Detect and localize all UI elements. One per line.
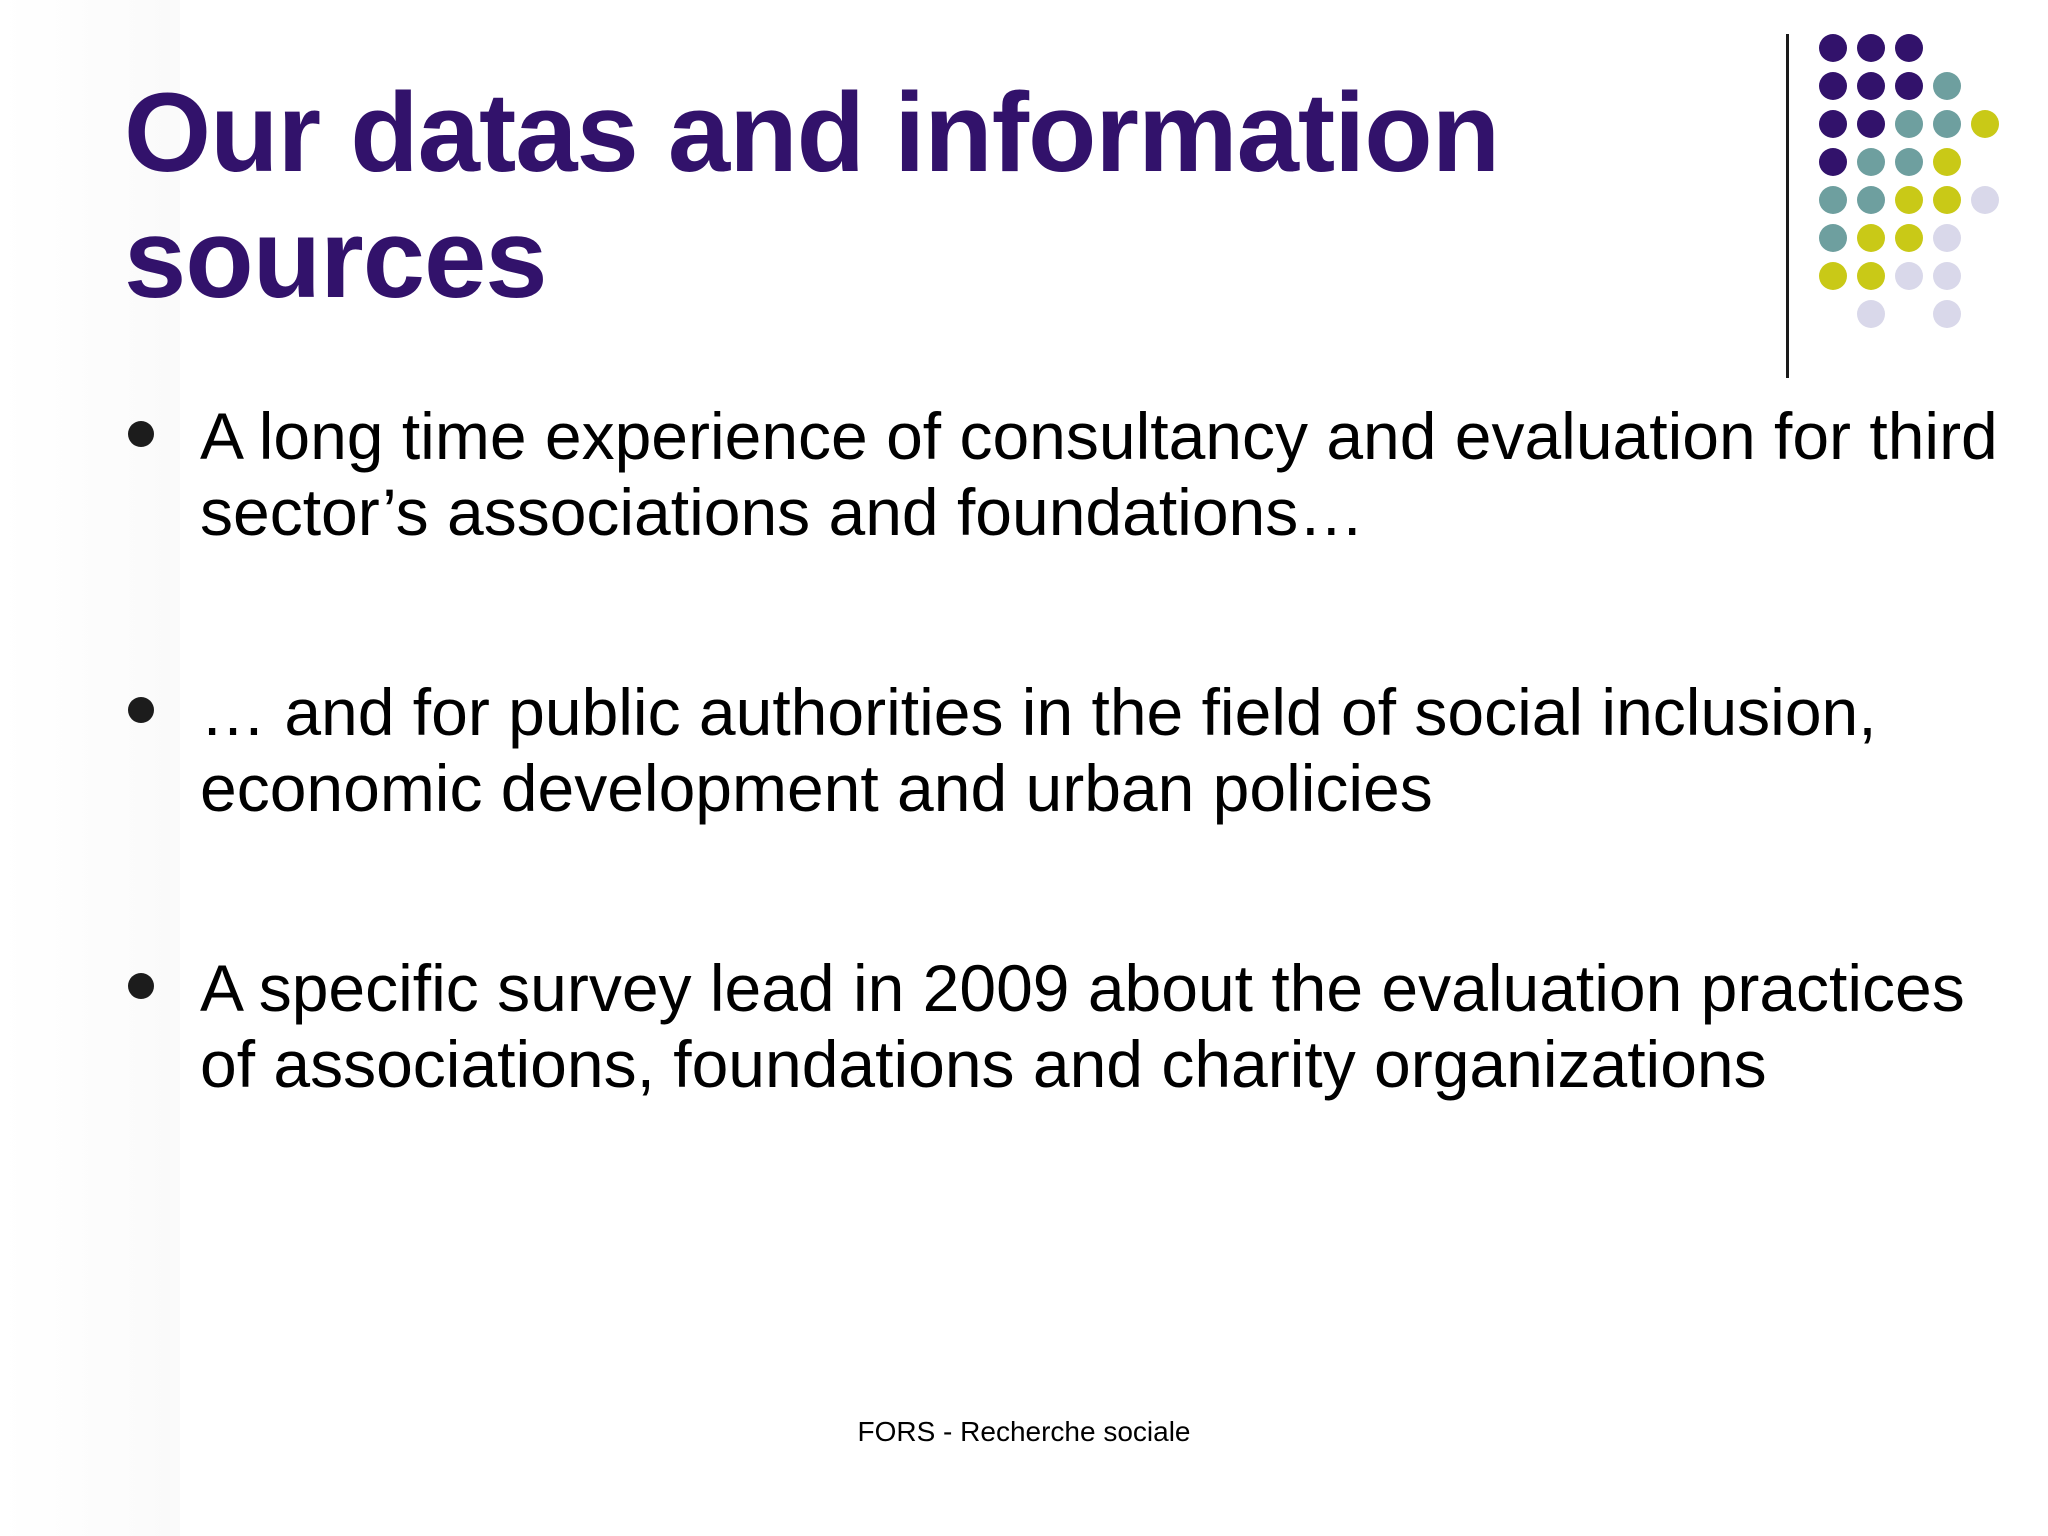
bullet-icon <box>128 697 154 723</box>
teal-dot <box>1895 110 1923 138</box>
purple-dot <box>1895 34 1923 62</box>
purple-dot <box>1857 110 1885 138</box>
teal-dot <box>1895 148 1923 176</box>
yellow-dot <box>1857 224 1885 252</box>
teal-dot <box>1819 186 1847 214</box>
purple-dot <box>1819 72 1847 100</box>
purple-dot <box>1819 34 1847 62</box>
slide-footer: FORS - Recherche sociale <box>857 1416 1191 1447</box>
yellow-dot <box>1933 148 1961 176</box>
lavender-dot <box>1857 300 1885 328</box>
bullet-item <box>128 674 2008 826</box>
bullet-text: A long time experience of consultancy and evaluation for third sector’s associations and foundations… <box>200 399 1998 549</box>
yellow-dot <box>1933 186 1961 214</box>
lavender-dot <box>1933 262 1961 290</box>
purple-dot <box>1857 72 1885 100</box>
teal-dot <box>1933 72 1961 100</box>
lavender-dot <box>1971 186 1999 214</box>
bullet-icon <box>128 973 154 999</box>
purple-dot <box>1819 148 1847 176</box>
teal-dot <box>1857 148 1885 176</box>
teal-dot <box>1857 186 1885 214</box>
purple-dot <box>1895 72 1923 100</box>
bullet-text: A specific survey lead in 2009 about the evaluation practices of associations, foundations and charity organizations <box>200 951 1965 1101</box>
yellow-dot <box>1895 186 1923 214</box>
bullet-list <box>128 398 2008 1102</box>
slide-title <box>124 70 1724 322</box>
dot-grid-graphic <box>1810 28 2030 348</box>
lavender-dot <box>1933 300 1961 328</box>
purple-dot <box>1819 110 1847 138</box>
decorative-dot-grid <box>1810 28 2030 348</box>
yellow-dot <box>1971 110 1999 138</box>
yellow-dot <box>1895 224 1923 252</box>
bullet-item <box>128 950 2008 1102</box>
vertical-divider <box>1786 34 1789 378</box>
lavender-dot <box>1895 262 1923 290</box>
bullet-text: … and for public authorities in the field of social inclusion, economic development and urban policies <box>200 675 1877 825</box>
purple-dot <box>1857 34 1885 62</box>
bullet-item <box>128 398 2008 550</box>
yellow-dot <box>1857 262 1885 290</box>
slide-title-line-1: Our datas and information <box>124 70 1500 195</box>
lavender-dot <box>1933 224 1961 252</box>
yellow-dot <box>1819 262 1847 290</box>
bullet-icon <box>128 421 154 447</box>
slide-title-line-2: sources <box>124 196 547 321</box>
teal-dot <box>1819 224 1847 252</box>
teal-dot <box>1933 110 1961 138</box>
